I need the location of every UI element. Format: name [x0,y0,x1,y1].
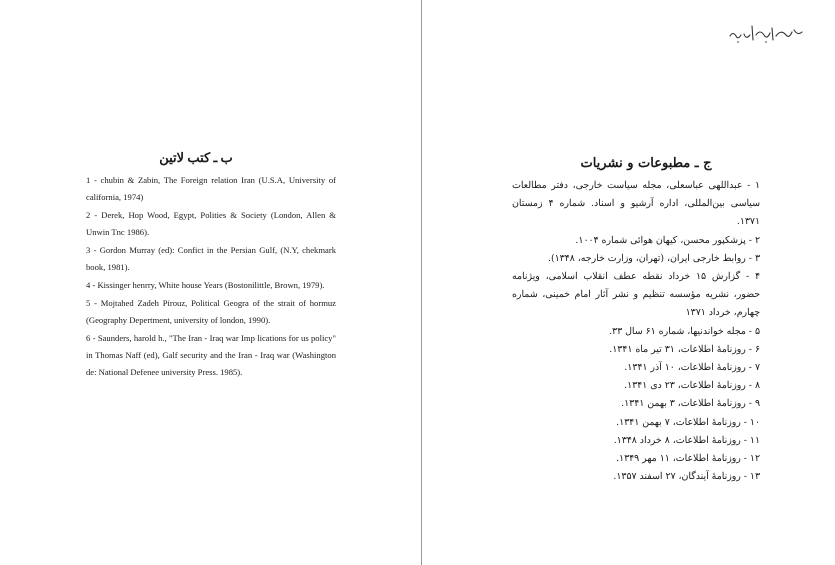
latin-reference-2: 2 - Derek, Hop Wood, Egypt, Polities & Society (London, Allen & Unwin Tnc 1986). [86,210,336,237]
press-reference-12: ۱۲ - روزنامهٔ اطلاعات، ۱۱ مهر ۱۳۴۹. [616,453,760,465]
press-reference-10: ۱۰ - روزنامهٔ اطلاعات، ۷ بهمن ۱۳۴۱. [616,416,760,428]
latin-reference-5: 5 - Mojtahed Zadeh Pirouz, Political Geogra of the strait of hormuz (Geography Depertment, university of london, 1990). [86,298,336,325]
latin-books-heading: ب ـ کتب لاتین [159,150,233,165]
latin-reference-1: 1 - chubin & Zabin, The Foreign relation Iran (U.S.A, University of california, 1974) [86,175,336,202]
left-page [86,150,336,382]
press-reference-11: ۱۱ - روزنامهٔ اطلاعات، ۸ خرداد ۱۳۴۸. [613,434,760,446]
press-reference-1: ۱ - عبداللهی عباسعلی، مجله سیاست خارجی، دفتر مطالعات سیاسی بین‌المللی، اداره آرشیو و اسناد. شماره ۴ زمستان ۱۳۷۱. [512,180,760,228]
press-reference-6: ۶ - روزنامهٔ اطلاعات، ۳۱ تیر ماه ۱۳۴۱. [609,343,760,355]
press-reference-9: ۹ - روزنامهٔ اطلاعات، ۳ بهمن ۱۳۴۱. [621,398,760,410]
handwritten-signature [726,20,806,48]
latin-reference-4: 4 - Kissinger henrry, White house Years (Bostonilittle, Brown, 1979). [86,280,325,290]
right-page [512,156,760,486]
press-reference-3: ۳ - روابط خارجی ایران، (تهران، وزارت خارجه، ۱۳۴۸). [547,252,760,264]
press-reference-2: ۲ - پزشکپور محسن، کیهان هوائی شماره ۱۰۰۴. [575,234,760,246]
press-reference-7: ۷ - روزنامهٔ اطلاعات، ۱۰ آذر ۱۳۴۱. [624,362,760,374]
press-publications-heading: ج ـ مطبوعات و نشریات [580,156,712,171]
book-spine-divider [421,0,422,565]
press-reference-8: ۸ - روزنامهٔ اطلاعات، ۲۳ دی ۱۳۴۱. [624,380,760,392]
latin-reference-6: 6 - Saunders, harold h., "The Iran - Iraq war Imp lications for us policy" in Thomas Naff (ed), Galf security and the Iran - Iraq war (Washington de: National Defenee university Press. 1985). [86,333,336,377]
press-reference-5: ۵ - مجله خواندنیها، شماره ۶۱ سال ۳۳. [609,325,760,337]
press-reference-4: ۴ - گزارش ۱۵ خرداد نقطه عطف انقلاب اسلامی، ویژنامه حضور، نشریه مؤسسه تنظیم و نشر آثار امام خمینی، شماره چهارم، خرداد ۱۳۷۱ [512,271,760,319]
press-reference-13: ۱۳ - روزنامهٔ آیندگان، ۲۷ اسفند ۱۳۵۷. [613,471,760,483]
latin-reference-3: 3 - Gordon Murray (ed): Confict in the Persian Gulf, (N.Y, chekmark book, 1981). [86,245,336,272]
